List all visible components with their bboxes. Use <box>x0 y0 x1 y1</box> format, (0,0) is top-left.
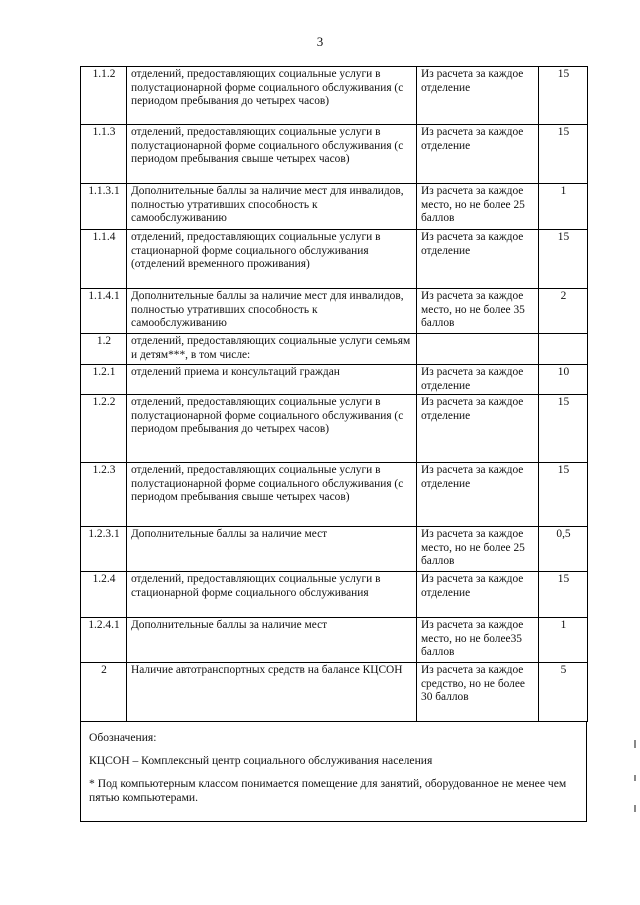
table-row <box>81 395 588 463</box>
row-number: 1.1.4 <box>81 230 127 289</box>
table-row <box>81 230 588 289</box>
notes-heading: Обозначения: <box>89 731 157 744</box>
row-basis: Из расчета за каждое отделение <box>417 572 539 618</box>
table-row <box>81 572 588 618</box>
row-description: отделений, предоставляющих социальные услуги в полустационарной форме социального обслуживания (с периодом пребывания свыше четырех часов) <box>127 463 417 527</box>
row-points: 15 <box>539 230 588 289</box>
row-description: Наличие автотранспортных средств на балансе КЦСОН <box>127 663 417 722</box>
table-row <box>81 67 588 125</box>
table-row <box>81 463 588 527</box>
table-row <box>81 289 588 334</box>
row-basis: Из расчета за каждое отделение <box>417 463 539 527</box>
row-number: 1.2.1 <box>81 365 127 395</box>
row-basis: Из расчета за каждое отделение <box>417 230 539 289</box>
row-points <box>539 334 588 365</box>
scan-edge-mark <box>634 740 636 748</box>
row-basis: Из расчета за каждое отделение <box>417 365 539 395</box>
notes-abbreviation: КЦСОН – Комплексный центр социального обслуживания населения <box>89 754 433 767</box>
row-points: 15 <box>539 463 588 527</box>
criteria-table <box>80 66 588 722</box>
scan-edge-mark <box>634 805 636 812</box>
row-basis: Из расчета за каждое место, но не более 25 баллов <box>417 527 539 572</box>
row-number: 2 <box>81 663 127 722</box>
row-points: 15 <box>539 395 588 463</box>
row-description: Дополнительные баллы за наличие мест для инвалидов, полностью утративших способность к самообслуживанию <box>127 289 417 334</box>
row-number: 1.2.4 <box>81 572 127 618</box>
row-points: 15 <box>539 125 588 184</box>
row-points: 1 <box>539 618 588 663</box>
row-number: 1.1.2 <box>81 67 127 125</box>
row-description: отделений, предоставляющих социальные услуги в полустационарной форме социального обслуживания (с периодом пребывания до четырех часов) <box>127 67 417 125</box>
table-row <box>81 365 588 395</box>
row-description: отделений, предоставляющих социальные услуги в полустационарной форме социального обслуживания (с периодом пребывания до четырех часов) <box>127 395 417 463</box>
row-number: 1.2 <box>81 334 127 365</box>
page-number: 3 <box>316 34 324 49</box>
row-basis: Из расчета за каждое место, но не более35 баллов <box>417 618 539 663</box>
table-row <box>81 618 588 663</box>
row-basis: Из расчета за каждое место, но не более 25 баллов <box>417 184 539 230</box>
row-basis <box>417 334 539 365</box>
row-points: 15 <box>539 67 588 125</box>
row-number: 1.2.3 <box>81 463 127 527</box>
table-row <box>81 663 588 722</box>
row-description: отделений, предоставляющих социальные услуги семьям и детям***, в том числе: <box>127 334 417 365</box>
row-basis: Из расчета за каждое отделение <box>417 395 539 463</box>
row-number: 1.1.3.1 <box>81 184 127 230</box>
table-row <box>81 184 588 230</box>
row-points: 15 <box>539 572 588 618</box>
row-description: Дополнительные баллы за наличие мест <box>127 527 417 572</box>
row-basis: Из расчета за каждое место, но не более 35 баллов <box>417 289 539 334</box>
row-basis: Из расчета за каждое средство, но не более 30 баллов <box>417 663 539 722</box>
row-description: отделений, предоставляющих социальные услуги в стационарной форме социального обслуживания <box>127 572 417 618</box>
row-description: отделений, предоставляющих социальные услуги в полустационарной форме социального обслуживания (с периодом пребывания свыше четырех часов) <box>127 125 417 184</box>
row-number: 1.2.4.1 <box>81 618 127 663</box>
row-points: 5 <box>539 663 588 722</box>
scan-edge-mark <box>634 775 636 781</box>
row-points: 1 <box>539 184 588 230</box>
row-number: 1.1.3 <box>81 125 127 184</box>
row-description: Дополнительные баллы за наличие мест для инвалидов, полностью утративших способность к самообслуживанию <box>127 184 417 230</box>
table-row <box>81 334 588 365</box>
notes-section <box>80 721 587 822</box>
row-number: 1.1.4.1 <box>81 289 127 334</box>
row-description: отделений приема и консультаций граждан <box>127 365 417 395</box>
row-description: Дополнительные баллы за наличие мест <box>127 618 417 663</box>
row-points: 2 <box>539 289 588 334</box>
row-points: 10 <box>539 365 588 395</box>
row-basis: Из расчета за каждое отделение <box>417 125 539 184</box>
notes-footnote: * Под компьютерным классом понимается помещение для занятий, оборудованное не менее чем пятью компьютерами. <box>89 777 567 804</box>
table-row <box>81 527 588 572</box>
table-row <box>81 125 588 184</box>
row-points: 0,5 <box>539 527 588 572</box>
row-number: 1.2.2 <box>81 395 127 463</box>
row-description: отделений, предоставляющих социальные услуги в стационарной форме социального обслуживания (отделений временного проживания) <box>127 230 417 289</box>
row-number: 1.2.3.1 <box>81 527 127 572</box>
row-basis: Из расчета за каждое отделение <box>417 67 539 125</box>
